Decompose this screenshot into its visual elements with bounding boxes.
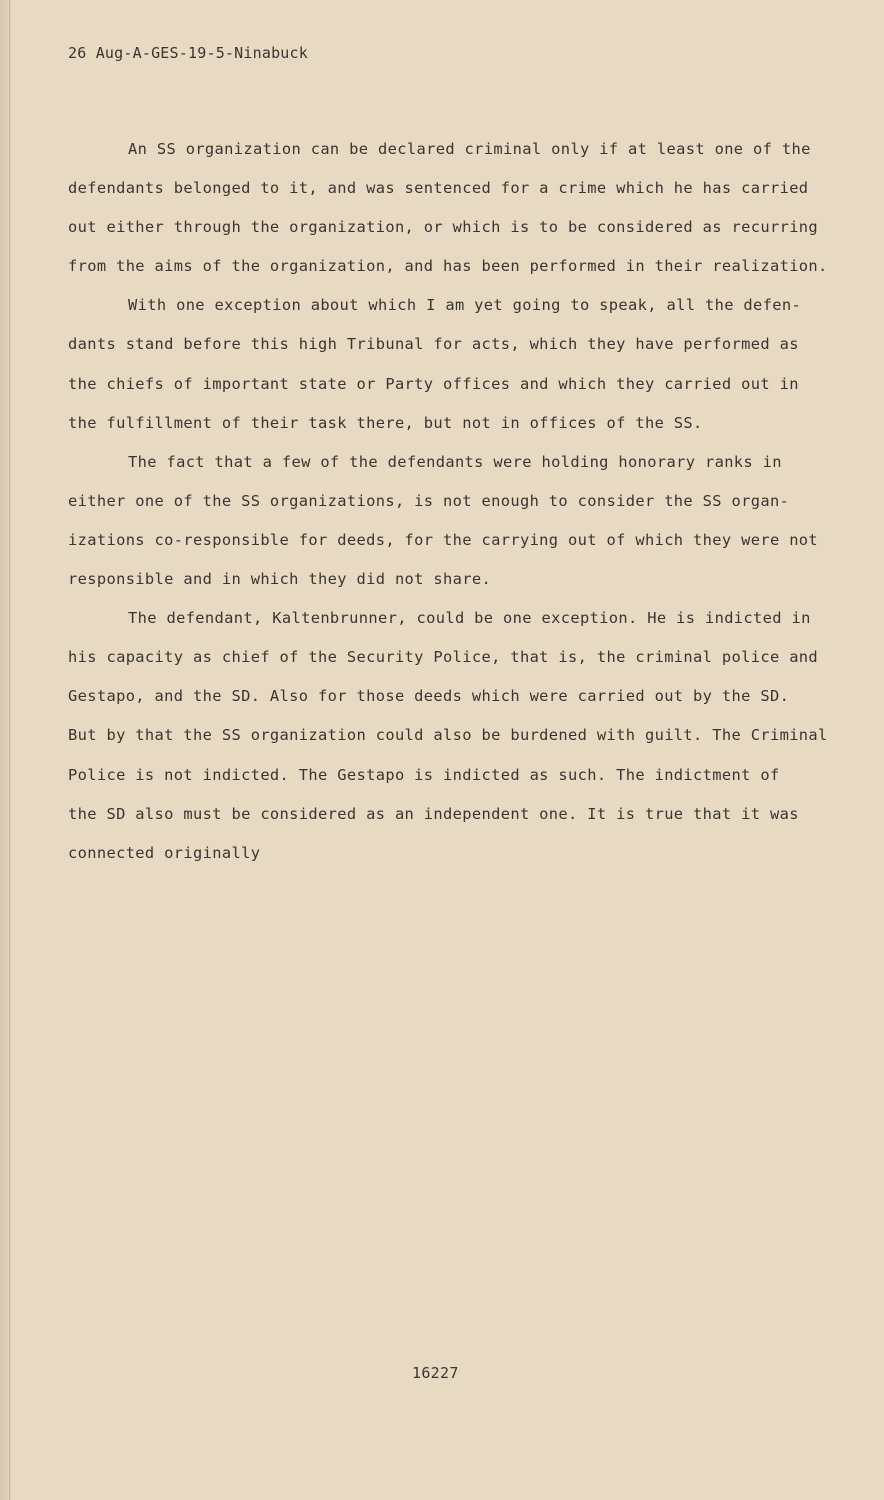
text-line: out either through the organization, or which is to be considered as recurring	[68, 218, 819, 237]
document-body	[68, 136, 838, 879]
text-line: defendants belonged to it, and was sentenced for a crime which he has carried	[68, 179, 809, 198]
text-line: izations co-responsible for deeds, for the carrying out of which they were not	[68, 530, 819, 549]
text-line: Gestapo, and the SD. Also for those deeds which were carried out by the SD.	[68, 687, 790, 706]
text-line: responsible and in which they did not share.	[68, 570, 492, 589]
text-line: from the aims of the organization, and has been performed in their realization.	[68, 257, 828, 276]
text-line: the fulfillment of their task there, but not in offices of the SS.	[68, 413, 703, 432]
text-line: his capacity as chief of the Security Police, that is, the criminal police and	[68, 648, 819, 667]
binding-edge	[9, 0, 10, 1500]
text-line: But by that the SS organization could also be burdened with guilt. The Criminal	[68, 726, 828, 745]
text-line: the SD also must be considered as an independent one. It is true that it was	[68, 804, 799, 823]
page-number: 16227	[412, 1364, 459, 1382]
text-line: An SS organization can be declared criminal only if at least one of the	[128, 140, 811, 158]
text-line: The defendant, Kaltenbrunner, could be one exception. He is indicted in	[128, 609, 811, 628]
text-line: dants stand before this high Tribunal for acts, which they have performed as	[68, 335, 799, 354]
text-line: The fact that a few of the defendants were holding honorary ranks in	[128, 452, 782, 471]
text-line: connected originally	[68, 843, 261, 862]
document-reference-header: 26 Aug-A-GES-19-5-Ninabuck	[68, 44, 308, 62]
text-line: Police is not indicted. The Gestapo is indicted as such. The indictment of	[68, 765, 780, 784]
text-line: With one exception about which I am yet going to speak, all the defen-	[128, 296, 802, 315]
text-line: the chiefs of important state or Party offices and which they carried out in	[68, 374, 799, 393]
text-line: either one of the SS organizations, is not enough to consider the SS organ-	[68, 491, 790, 510]
